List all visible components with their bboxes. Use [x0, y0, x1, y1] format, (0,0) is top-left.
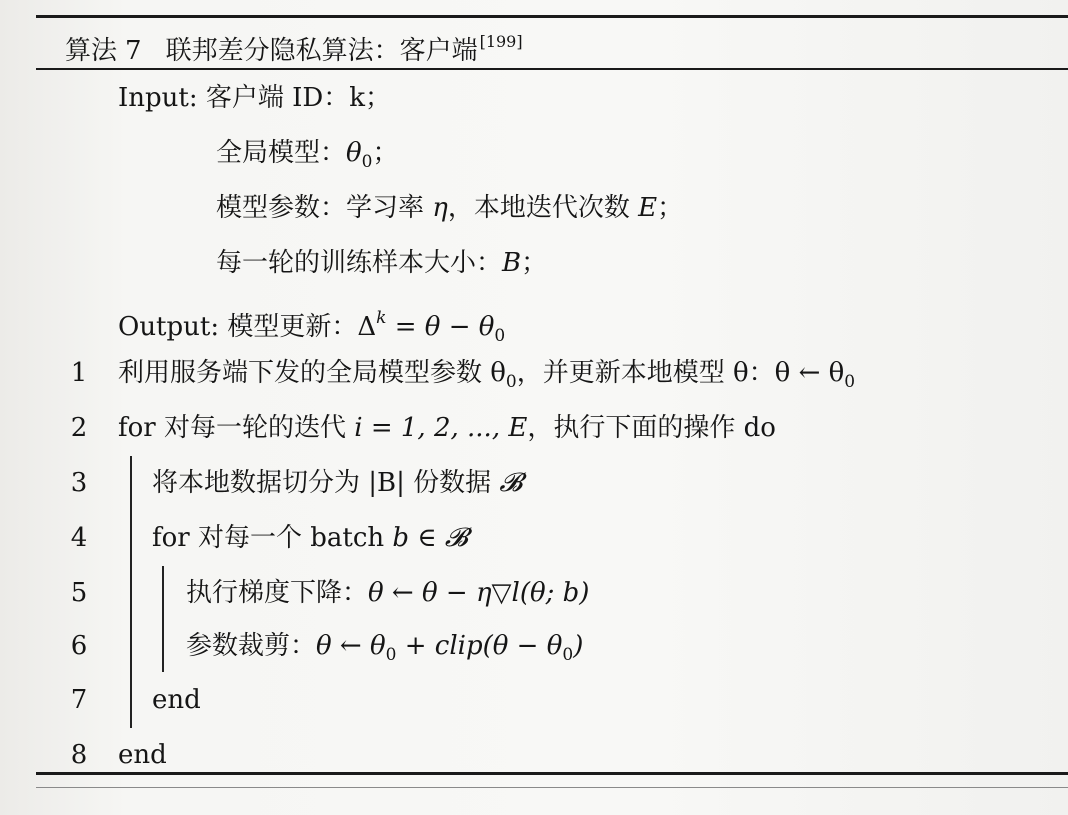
line-text-rest: ，并更新本地模型 θ：θ ← θ: [516, 358, 845, 388]
keyword-for: for: [118, 413, 156, 443]
input-params: [216, 188, 683, 228]
output-text: 模型更新：: [227, 312, 358, 342]
e-symbol: E: [638, 193, 658, 223]
title-prefix: 算法: [65, 36, 118, 66]
math-expr: θ ← θ − η▽l(θ; b): [368, 578, 590, 608]
line-text: 参数裁剪：: [186, 631, 317, 661]
output-equation: = θ − θ: [386, 312, 495, 342]
input-global-model: [216, 133, 399, 173]
input-client-id: 客户端 ID：k；: [205, 83, 392, 113]
punct: ；: [657, 193, 684, 223]
line-text-rest: ，执行下面的操作: [527, 413, 744, 443]
delta-superscript: k: [376, 308, 387, 328]
keyword-end: end: [118, 740, 167, 770]
algo-line-2: [0, 408, 1068, 448]
output-label: Output:: [118, 312, 220, 342]
input-line: [118, 78, 391, 118]
line-text: 利用服务端下发的全局模型参数 θ: [118, 358, 506, 388]
math-expr: θ ← θ: [316, 631, 386, 661]
line-number: 6: [70, 631, 88, 661]
subscript: 0: [385, 645, 397, 665]
params-mid: ，本地迭代次数: [447, 193, 639, 223]
algorithm-number: 7: [125, 36, 142, 66]
citation: [199]: [479, 32, 523, 51]
math-expr: b ∈ 𝓑: [392, 523, 468, 553]
delta-symbol: Δ: [357, 312, 377, 342]
theta-symbol: θ: [346, 138, 362, 168]
line-number: 5: [70, 578, 88, 608]
line-number: 1: [70, 358, 88, 388]
keyword-for: for: [152, 523, 190, 553]
header-rule: [36, 68, 1068, 70]
theta-subscript: 0: [494, 326, 506, 346]
keyword-do: do: [743, 413, 776, 443]
input-label: Input:: [118, 83, 198, 113]
algo-line-5: [0, 573, 1068, 613]
output-line: [118, 298, 506, 346]
algo-line-4: [0, 518, 1068, 558]
line-number: 4: [70, 523, 88, 553]
global-model-label: 全局模型：: [216, 138, 347, 168]
batch-label: 每一轮的训练样本大小：: [216, 248, 503, 278]
line-text: 对每一个 batch: [189, 523, 393, 553]
math-expr-rest: + clip(θ − θ: [396, 631, 563, 661]
line-number: 3: [70, 468, 88, 498]
line-text: 将本地数据切分为 |B| 份数据: [152, 468, 500, 498]
algo-line-8: [0, 735, 1068, 775]
bottom-rule-thin: [36, 787, 1068, 788]
line-number: 8: [70, 740, 88, 770]
punct: ；: [372, 138, 399, 168]
algorithm-title: [65, 22, 523, 66]
keyword-end: end: [152, 685, 201, 715]
title-text: 联邦差分隐私算法：客户端: [165, 36, 478, 66]
params-label: 模型参数：学习率: [216, 193, 433, 223]
algo-line-7: [0, 680, 1068, 720]
eta-symbol: η: [432, 193, 448, 223]
input-batch: [216, 243, 547, 283]
punct: ；: [521, 248, 548, 278]
subscript: 0: [562, 645, 574, 665]
line-text: 执行梯度下降：: [186, 578, 369, 608]
math-close: ): [573, 631, 584, 661]
subscript: 0: [505, 372, 517, 392]
top-rule: [36, 15, 1068, 18]
subscript: 0: [844, 372, 856, 392]
algo-line-3: [0, 463, 1068, 503]
theta-subscript: 0: [361, 152, 373, 172]
math-expr: i = 1, 2, ..., E: [354, 413, 528, 443]
b-symbol: B: [502, 248, 522, 278]
algo-line-1: [0, 353, 1068, 393]
line-number: 2: [70, 413, 88, 443]
math-expr: 𝓑: [499, 468, 523, 498]
algo-line-6: [0, 626, 1068, 666]
line-number: 7: [70, 685, 88, 715]
line-text: 对每一轮的迭代: [155, 413, 355, 443]
